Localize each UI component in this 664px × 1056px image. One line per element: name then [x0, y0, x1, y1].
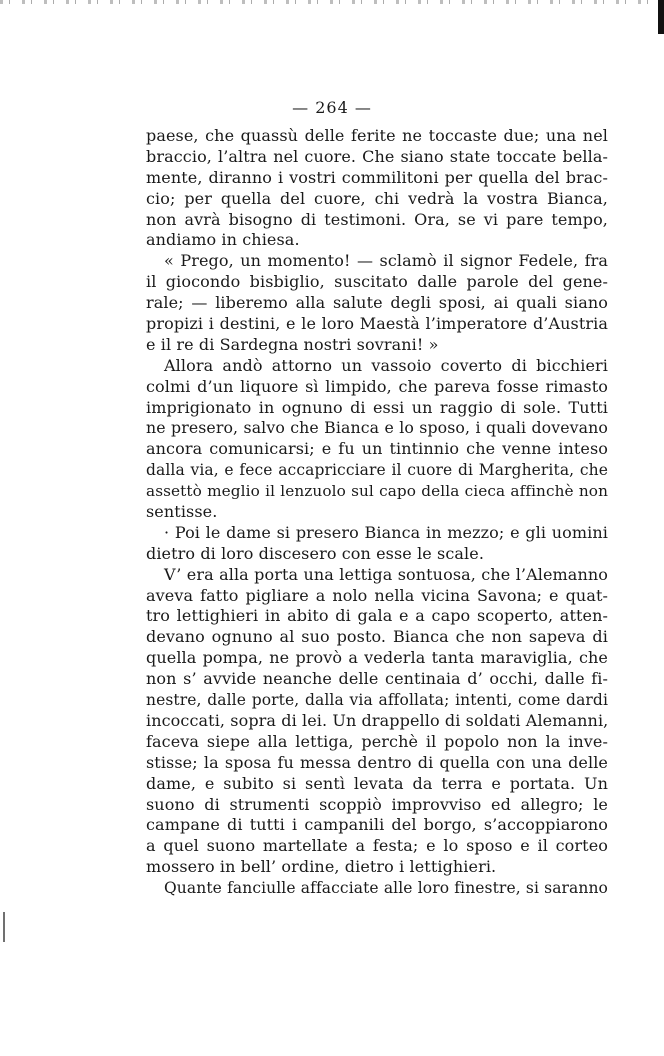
text-line: assettò meglio il lenzuolo sul capo della cieca affinchè non: [146, 482, 608, 501]
text-line: « Prego, un momento! — sclamò il signor Fedele, fra: [164, 251, 608, 271]
text-line: braccio, l’altra nel cuore. Che siano state toccate bella-: [146, 146, 608, 166]
text-line: quella pompa, ne provò a vederla tanta maraviglia, che: [146, 648, 608, 668]
text-line: ancora comunicarsi; e fu un tintinnio che venne inteso: [146, 439, 608, 459]
text-line: propizi i destini, e le loro Maestà l’imperatore d’Austria: [146, 314, 608, 334]
text-line: campane di tutti i campanili del borgo, s’accoppiarono: [146, 815, 608, 835]
text-line: · Poi le dame si presero Bianca in mezzo; e gli uomini: [164, 522, 608, 542]
text-line: non avrà bisogno di testimoni. Ora, se vi pare tempo,: [146, 209, 608, 229]
text-line: imprigionato in ognuno di essi un raggio di sole. Tutti: [146, 397, 608, 417]
scan-edge-corner: [658, 0, 664, 34]
text-line: Quante fanciulle affacciate alle loro finestre, si saranno: [164, 879, 608, 898]
text-line: Allora andò attorno un vassoio coverto di bicchieri: [164, 355, 608, 375]
text-line: sentisse.: [146, 502, 218, 522]
text-line: e il re di Sardegna nostri sovrani! »: [146, 334, 439, 354]
scan-edge-left: [3, 912, 5, 942]
text-line: incoccati, sopra di lei. Un drappello di soldati Alemanni,: [146, 710, 609, 730]
text-line: rale; — liberemo alla salute degli sposi, ai quali siano: [146, 293, 608, 313]
text-line: stisse; la sposa fu messa dentro di quella con una delle: [146, 752, 608, 772]
text-line: dietro di loro discesero con esse le scale.: [146, 543, 485, 563]
text-line: tro lettighieri in abito di gala e a capo scoperto, atten-: [146, 606, 608, 626]
text-line: V’ era alla porta una lettiga sontuosa, che l’Alemanno: [164, 564, 608, 584]
text-line: a quel suono martellate a festa; e lo sposo e il corteo: [146, 836, 608, 856]
text-line: andiamo in chiesa.: [146, 230, 300, 250]
text-line: dalla via, e fece accapricciare il cuore di Margherita, che: [146, 461, 608, 480]
text-line: il giocondo bisbiglio, suscitato dalle parole del gene-: [146, 272, 608, 292]
text-line: suono di strumenti scoppiò improvviso ed allegro; le: [146, 794, 608, 814]
text-line: aveva fatto pigliare a nolo nella vicina Savona; e quat-: [146, 585, 608, 605]
text-line: colmi d’un liquore sì limpido, che pareva fosse rimasto: [146, 376, 608, 396]
text-line: nestre, dalle porte, dalla via affollata; intenti, come dardi: [146, 691, 608, 710]
text-line: devano ognuno al suo posto. Bianca che non sapeva di: [146, 627, 608, 647]
body-text: [146, 126, 608, 899]
text-line: non s’ avvide neanche delle centinaia d’ occhi, dalle fi-: [146, 669, 608, 689]
text-line: cio; per quella del cuore, chi vedrà la vostra Bianca,: [146, 188, 608, 208]
page-number: — 264 —: [292, 98, 372, 117]
text-line: mente, diranno i vostri commilitoni per quella del brac-: [146, 167, 608, 187]
text-line: dame, e subito si sentì levata da terra e portata. Un: [146, 773, 608, 793]
text-line: faceva siepe alla lettiga, perchè il popolo non la inve-: [146, 731, 608, 751]
text-line: paese, che quassù delle ferite ne toccaste due; una nel: [146, 126, 608, 145]
text-line: mossero in bell’ ordine, dietro i lettighieri.: [146, 857, 497, 877]
scan-edge-top: [0, 0, 664, 4]
text-line: ne presero, salvo che Bianca e lo sposo, i quali dovevano: [146, 418, 608, 438]
